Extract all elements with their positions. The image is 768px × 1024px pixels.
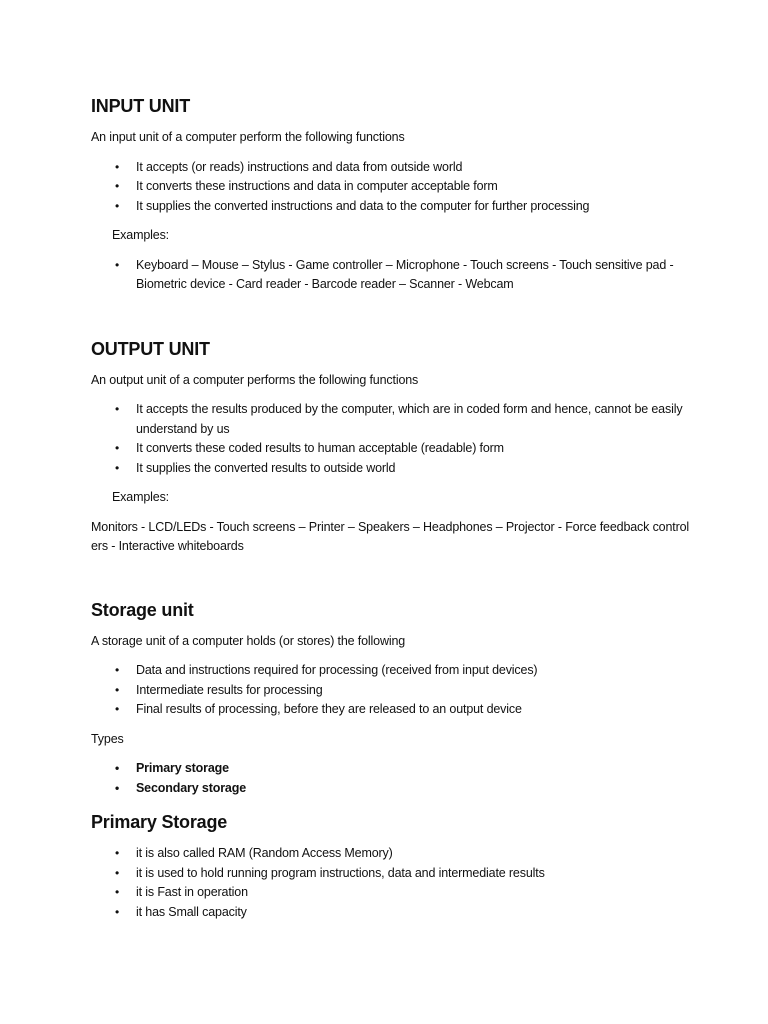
list-item: • It accepts (or reads) instructions and data from outside world: [91, 158, 708, 178]
input-unit-intro: An input unit of a computer perform the following functions: [91, 130, 405, 144]
list-item: • it is also called RAM (Random Access Memory): [91, 844, 708, 864]
input-unit-heading: INPUT UNIT: [91, 96, 190, 116]
input-unit-examples-label: Examples:: [112, 228, 170, 242]
list-item: • it is used to hold running program instructions, data and intermediate results: [91, 864, 708, 884]
storage-unit-holds-list: [91, 661, 708, 720]
output-unit-examples-text: Monitors - LCD/LEDs - Touch screens – Printer – Speakers – Headphones – Projector - Force feedback control ers - Interactive whiteboards: [91, 519, 690, 553]
storage-types-label: Types: [91, 731, 124, 746]
list-item: • It converts these coded results to human acceptable (readable) form: [91, 439, 708, 459]
primary-storage-facts-list: [91, 844, 708, 922]
output-unit-examples-label: Examples:: [112, 490, 170, 504]
list-item: • Secondary storage: [91, 779, 708, 799]
list-item: • Intermediate results for processing: [91, 681, 708, 701]
input-unit-functions-list: [91, 158, 708, 217]
storage-unit-section: [91, 599, 708, 799]
list-item: • It supplies the converted instructions and data to the computer for further processing: [91, 197, 708, 217]
list-item: • It converts these instructions and data in computer acceptable form: [91, 177, 708, 197]
list-item: • Data and instructions required for processing (received from input devices): [91, 661, 708, 681]
output-unit-functions-list: [91, 400, 708, 478]
list-item: • Final results of processing, before they are released to an output device: [91, 700, 708, 720]
storage-types-list: [91, 759, 708, 798]
output-unit-heading: OUTPUT UNIT: [91, 338, 210, 359]
primary-storage-heading: Primary Storage: [91, 812, 228, 832]
primary-storage-section: [91, 811, 708, 922]
output-unit-intro: An output unit of a computer performs the following functions: [91, 372, 419, 387]
list-item: • It accepts the results produced by the computer, which are in coded form and hence, cannot be easily understand by us: [91, 400, 708, 439]
list-item: • Primary storage: [91, 759, 708, 779]
list-item: • It supplies the converted results to outside world: [91, 459, 708, 479]
storage-unit-intro: A storage unit of a computer holds (or stores) the following: [91, 633, 406, 648]
list-item: • Keyboard – Mouse – Stylus - Game controller – Microphone - Touch screens - Touch sensitive pad - Biometric device - Card reader - Barcode reader – Scanner - Webcam: [91, 256, 708, 295]
input-unit-section: [91, 95, 708, 295]
list-item: • it has Small capacity: [91, 903, 708, 923]
storage-unit-heading: Storage unit: [91, 599, 194, 620]
list-item: • it is Fast in operation: [91, 883, 708, 903]
output-unit-section: [91, 338, 708, 557]
input-unit-examples-list: [91, 256, 708, 295]
